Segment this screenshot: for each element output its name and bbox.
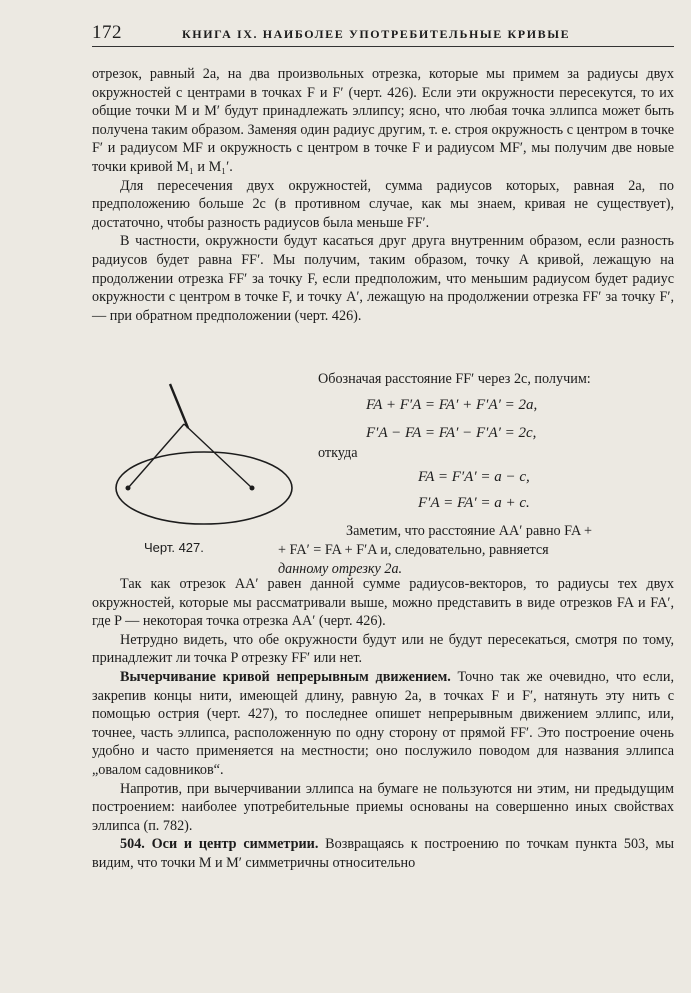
paragraph-body: Возвращаясь к построению по точкам пункта 503, мы видим, что точки M и M′ симметричны относительно xyxy=(92,836,674,871)
ellipse-drawing-figure xyxy=(104,376,304,526)
string-segment-left xyxy=(128,424,184,488)
paragraph xyxy=(92,668,674,780)
paragraph: отрезок, равный 2a, на два произвольных отрезка, которые мы примем за радиусы двух окружностей с центрами в точках F и F′ (черт. 426). Если эти окружности пересекутся, то их общие точки M и M′ будут принадлежать эллипсу; ясно, что любая точка эллипса может быть получена таким образом. Заменяя один радиус другим, т. е. строя окружность с центром в точке F′ и радиусом MF и окружность с центром в точке F и радиусом MF′, мы получим две новые точки кривой M₁ и M₁′. xyxy=(92,66,674,175)
text-block-top xyxy=(92,65,674,325)
note-line: Заметим, что расстояние AA′ равно FA + xyxy=(346,523,593,539)
figure-caption: Черт. 427. xyxy=(144,540,204,555)
focus-point-left xyxy=(126,486,131,491)
equation-3: FA = F′A′ = a − c, xyxy=(418,469,530,485)
note-line: данному отрезку 2a. xyxy=(278,561,403,577)
formula-column xyxy=(278,370,674,577)
page-header xyxy=(92,22,674,47)
paragraph: Нетрудно видеть, что обе окружности будут или не будут пересекаться, смотря по тому, принадлежит ли точка P отрезку FF′ или нет. xyxy=(92,631,674,667)
note-line: + FA′ = FA + F′A и, следовательно, равняется xyxy=(278,542,549,558)
formula-intro: Обозначая расстояние FF′ через 2c, получим: xyxy=(318,371,591,387)
equation-1: FA + F′A = FA′ + F′A′ = 2a, xyxy=(366,397,538,413)
equation-4: F′A = FA′ = a + c. xyxy=(418,495,530,511)
text-block-bottom xyxy=(92,575,674,873)
paragraph: Для пересечения двух окружностей, сумма радиусов которых, равная 2a, по предположению больше 2c (в противном случае, как мы знаем, кривая не существует), достаточно, чтобы разность радиусов была меньше FF′. xyxy=(92,177,674,231)
stylus-point xyxy=(170,384,188,428)
paragraph: В частности, окружности будут касаться друг друга внутренним образом, если разность радиусов будет равна FF′. Мы получим, таким образом, точку A кривой, лежащую на продолжении отрезка FF′ за точку F, если предположим, что меньшим радиусом будет радиус окружности с центром в точке F, и точку A′, лежащую на продолжении отрезка FF′ за точку F′, — при обратном предположении (черт. 426). xyxy=(92,233,674,324)
section-heading: Вычерчивание кривой непрерывным движением. xyxy=(120,668,451,685)
page-number: 172 xyxy=(92,22,122,43)
section-heading: 504. Оси и центр симметрии. xyxy=(120,836,319,853)
running-title: КНИГА IX. НАИБОЛЕЕ УПОТРЕБИТЕЛЬНЫЕ КРИВЫЕ xyxy=(182,27,571,41)
ellipse-curve xyxy=(116,452,292,524)
paragraph: Напротив, при вычерчивании эллипса на бумаге не пользуются ни этим, ни предыдущим построением: наиболее употребительные приемы основаны на совершенно иных свойствах эллипса (п. 782). xyxy=(92,780,674,834)
paragraph: Так как отрезок AA′ равен данной сумме радиусов-векторов, то радиусы тех двух окружностей, которые мы рассматривали выше, можно представить в виде отрезков FA и FA′, где P — некоторая точка отрезка AA′ (черт. 426). xyxy=(92,576,674,630)
equation-2: F′A − FA = FA′ − F′A′ = 2c, xyxy=(366,425,537,441)
paragraph-body: Точно так же очевидно, что если, закрепив концы нити, имеющей длину, равную 2a, в точках F и F′, натянуть эту нить с помощью острия (черт. 427), то последнее опишет непрерывным движением эллипс, или, точнее, часть эллипса, расположенную по одну сторону от прямой FF′. Это построение очень удобно и часто применяется на местности; оно послужило поводом для названия эллипса „овалом садовников“. xyxy=(92,668,675,778)
paragraph xyxy=(92,835,674,872)
word-otkuda: откуда xyxy=(318,445,358,461)
focus-point-right xyxy=(250,486,255,491)
figure-section xyxy=(92,370,674,580)
